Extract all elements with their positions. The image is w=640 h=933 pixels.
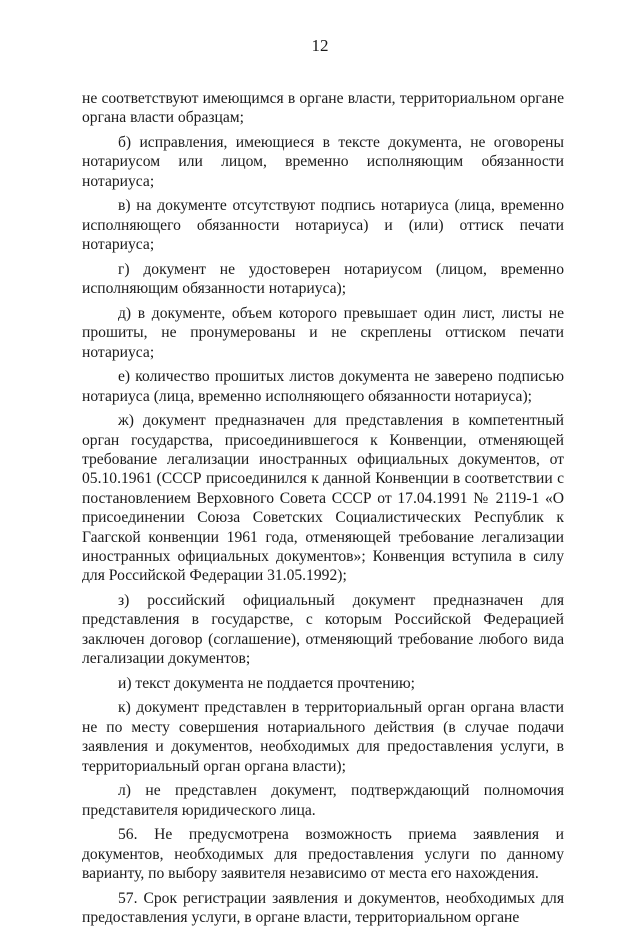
paragraph-item-b: б) исправления, имеющиеся в тексте документа, не оговорены нотариусом или лицом, временно исполняющим обязанности нотариуса; <box>82 134 564 190</box>
document-body <box>82 89 564 933</box>
page-number: 12 <box>311 36 329 55</box>
paragraph-item-i: и) текст документа не поддается прочтению; <box>118 674 415 692</box>
paragraph-item-k: к) документ представлен в территориальный орган органа власти не по месту совершения нотариального действия (в случае подачи заявления и документов, необходимых для предоставления услуги, в территориальный орган органа власти); <box>82 699 564 775</box>
paragraph-item-zh: ж) документ предназначен для представления в компетентный орган государства, присоединившегося к Конвенции, отменяющей требование легализации иностранных официальных документов, от 05.10.1961 (СССР присоединился к данной Конвенции в соответствии с постановлением Верховного Совета СССР от 17.04.1991 № 2119-1 «О присоединении Союза Советских Социалистических Республик к Гаагской конвенции 1961 года, отменяющей требование легализации иностранных официальных документов»; Конвенция вступила в силу для Российской Федерации 31.05.1992); <box>82 412 564 585</box>
paragraph-item-z: з) российский официальный документ предназначен для представления в государстве, с которым Российской Федерацией заключен договор (соглашение), отменяющий требование любого вида легализации документов; <box>82 592 564 668</box>
paragraph-57: 57. Срок регистрации заявления и документов, необходимых для предоставления услуги, в органе власти, территориальном органе <box>82 889 564 927</box>
paragraph-item-d: д) в документе, объем которого превышает один лист, листы не прошиты, не пронумерованы и не скреплены оттиском печати нотариуса; <box>82 304 564 361</box>
paragraph-continuation: не соответствуют имеющимся в органе власти, территориальном органе органа власти образцам; <box>82 90 564 127</box>
paragraph-item-l: л) не представлен документ, подтверждающий полномочия представителя юридического лица. <box>82 782 564 819</box>
paragraph-item-e: е) количество прошитых листов документа не заверено подписью нотариуса (лица, временно исполняющего обязанности нотариуса); <box>82 368 564 405</box>
paragraph-56: 56. Не предусмотрена возможность приема заявления и документов, необходимых для предоставления услуги по данному варианту, по выбору заявителя независимо от места его нахождения. <box>82 826 564 883</box>
paragraph-item-v: в) на документе отсутствуют подпись нотариуса (лица, временно исполняющего обязанности нотариуса) и (или) оттиск печати нотариуса; <box>82 197 564 254</box>
paragraph-item-g: г) документ не удостоверен нотариусом (лицом, временно исполняющим обязанности нотариуса); <box>82 260 564 298</box>
